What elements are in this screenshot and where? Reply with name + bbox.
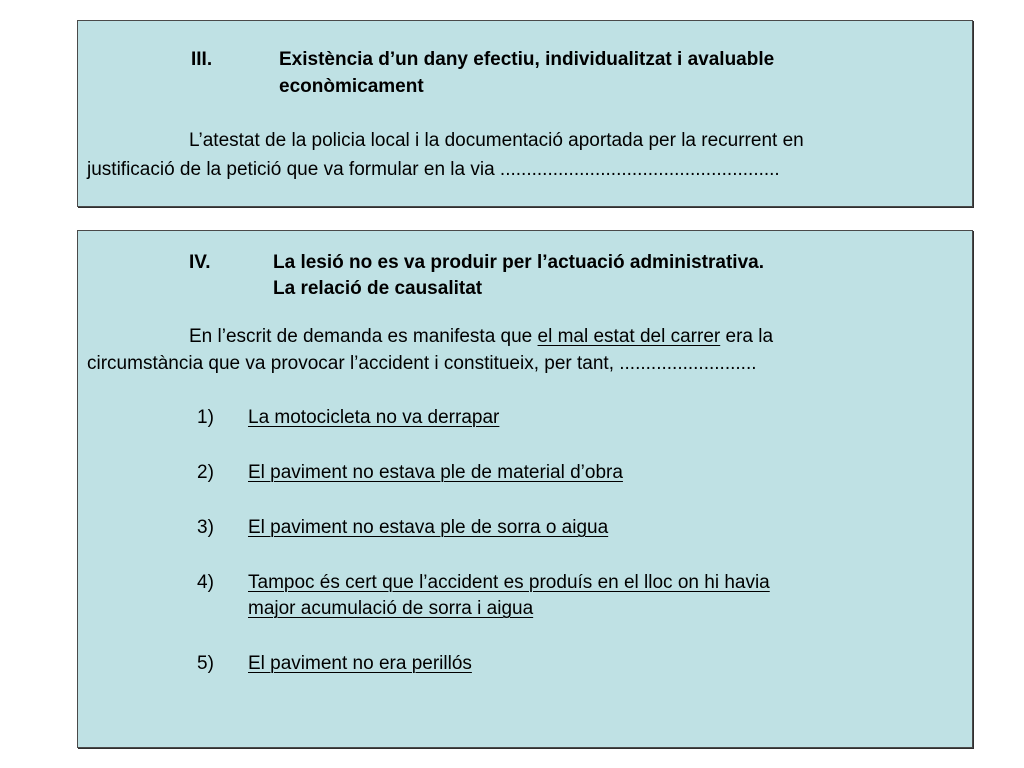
paragraph-text-pre: En l’escrit de demanda es manifesta que — [189, 326, 538, 347]
section-4-numeral: IV. — [189, 252, 211, 273]
list-item-5-text: El paviment no era perillós — [248, 653, 472, 674]
section-4-heading-line-1: La lesió no es va produir per l’actuació administrativa. — [273, 252, 764, 273]
underlined-phrase: el mal estat del carrer — [537, 326, 721, 347]
section-3-numeral: III. — [191, 49, 213, 70]
list-item-5-number: 5) — [197, 653, 214, 674]
list-item-4-number: 4) — [197, 572, 214, 593]
list-item-2-text: El paviment no estava ple de material d’obra — [248, 462, 623, 483]
list-item-3-text: El paviment no estava ple de sorra o aigua — [248, 517, 609, 538]
section-3-heading-line-1: Existència d’un dany efectiu, individualitzat i avaluable — [279, 49, 775, 70]
section-3-heading-line-2: econòmicament — [279, 76, 424, 97]
section-4-paragraph-line-2: circumstància que va provocar l’accident i constitueix, per tant, .......................... — [87, 353, 757, 374]
list-item-3-number: 3) — [197, 517, 214, 538]
list-item-1-number: 1) — [197, 407, 214, 428]
list-item-1-text: La motocicleta no va derrapar — [248, 407, 500, 428]
section-4-paragraph-line-1 — [189, 324, 773, 350]
section-4-heading-line-2: La relació de causalitat — [273, 278, 483, 299]
section-3-paragraph-line-2: justificació de la petició que va formular en la via ..................................................... — [87, 159, 780, 180]
list-item-2-number: 2) — [197, 462, 214, 483]
list-item-4-text: Tampoc és cert que l’accident es produís en el lloc on hi havia — [248, 572, 770, 593]
paragraph-text-post: era la — [720, 326, 774, 347]
section-3-paragraph-line-1: L’atestat de la policia local i la documentació aportada per la recurrent en — [189, 130, 804, 151]
list-item-4-text-line-2: major acumulació de sorra i aigua — [248, 598, 534, 619]
